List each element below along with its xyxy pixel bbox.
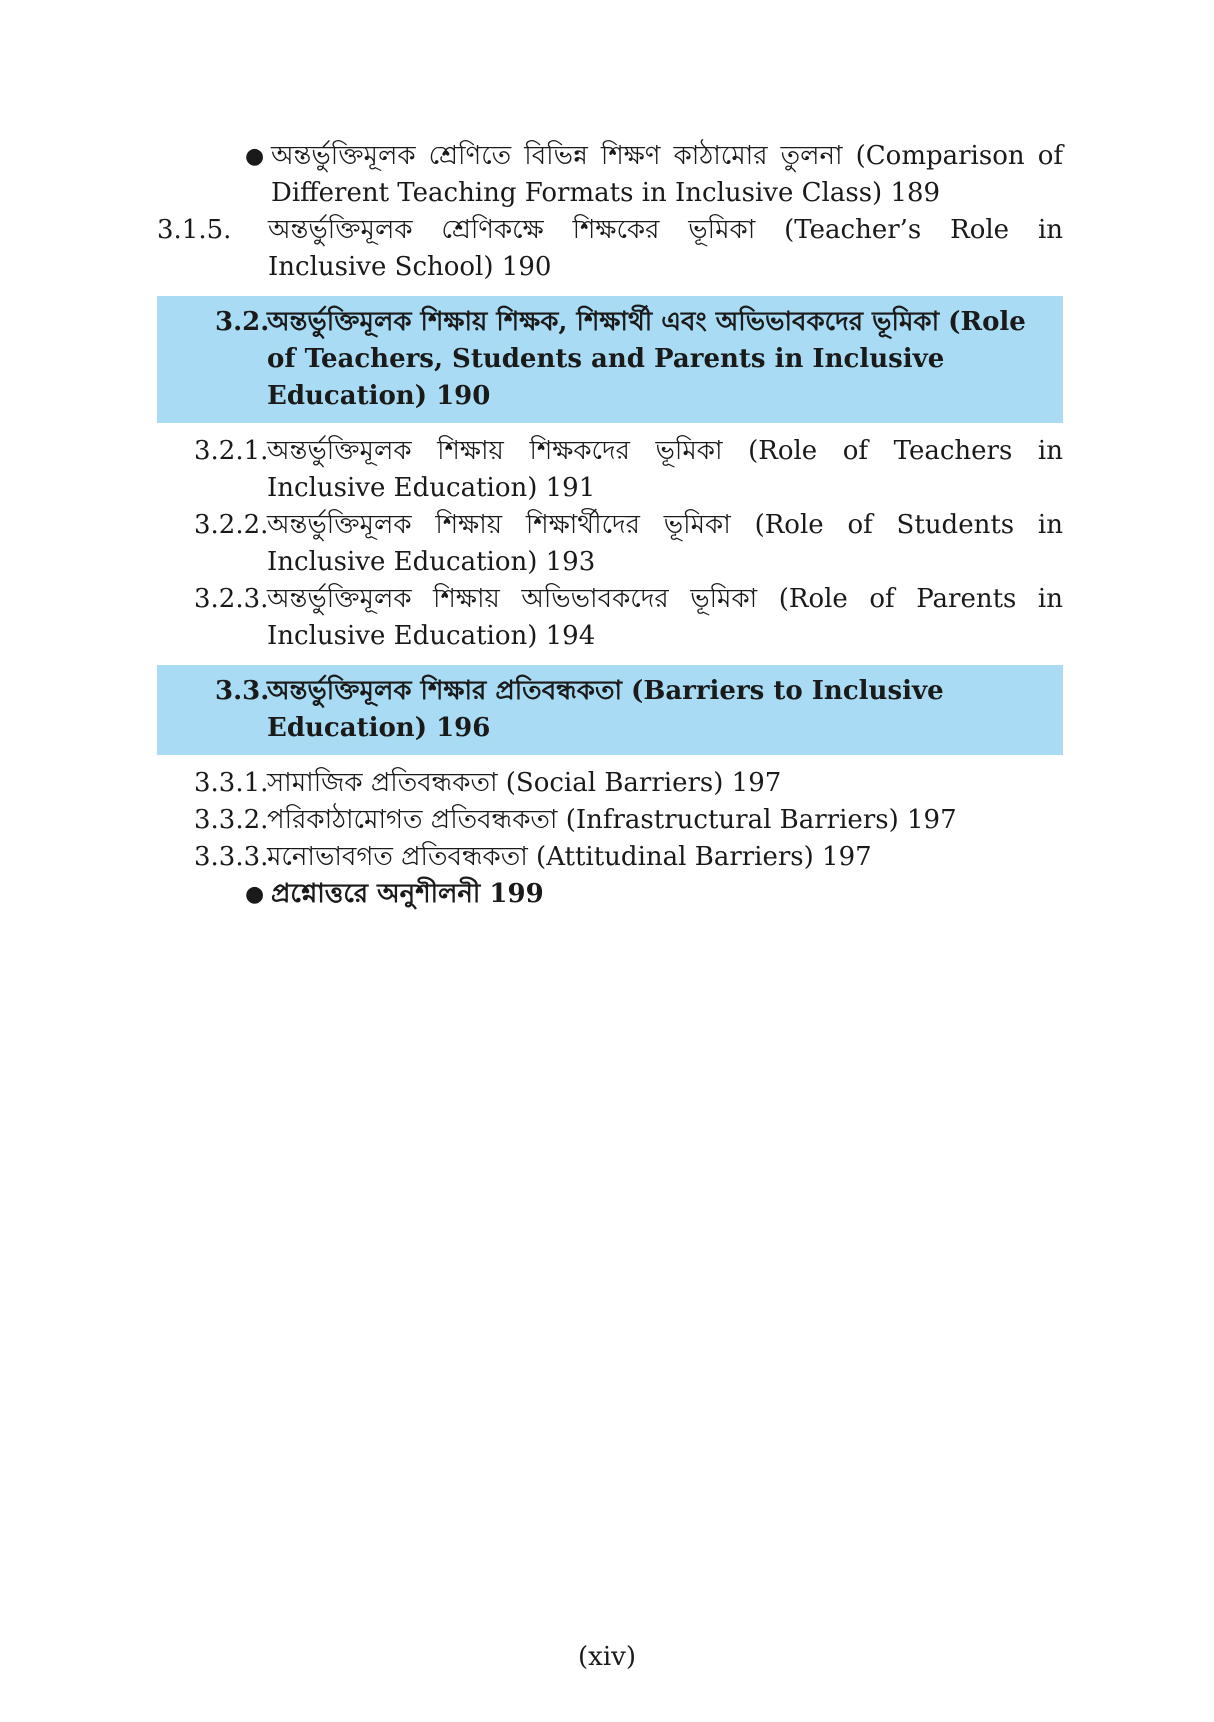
toc-entry-text: অন্তর্ভুক্তিমূলক শিক্ষায় অভিভাবকদের ভূমিকা (Role of Parents in Inclusive Education) 194 [267,584,1063,651]
toc-entry-text: মনোভাবগত প্রতিবন্ধকতা (Attitudinal Barriers) 197 [267,842,872,872]
toc-entry-text: অন্তর্ভুক্তিমূলক শিক্ষায় শিক্ষার্থীদের ভূমিকা (Role of Students in Inclusive Education) 193 [267,510,1063,577]
toc-section-number: 3.2. [215,307,270,337]
toc-section-3-2 [157,296,1063,423]
toc-entry-3-3-1 [157,765,1063,802]
toc-entry-3-2-2 [157,507,1063,581]
toc-entry-exercises [157,876,1063,913]
toc-entry-3-3-3 [157,839,1063,876]
toc-entry-text: পরিকাঠামোগত প্রতিবন্ধকতা (Infrastructural Barriers) 197 [267,805,957,835]
toc-entry-number: 3.2.1. [194,436,269,466]
toc-entry-text: সামাজিক প্রতিবন্ধকতা (Social Barriers) 197 [267,768,782,798]
toc-section-text: অন্তর্ভুক্তিমূলক শিক্ষার প্রতিবন্ধকতা (Barriers to Inclusive Education) 196 [267,676,944,743]
toc-entry-text: অন্তর্ভুক্তিমূলক শ্রেণিতে বিভিন্ন শিক্ষণ কাঠামোর তুলনা (Comparison of Different Teaching Formats in Inclusive Class) 189 [271,141,1063,208]
page-number: (xiv) [578,1642,636,1672]
toc-entry-3-3-2 [157,802,1063,839]
toc-entry-number: 3.3.2. [194,805,269,835]
toc-entry-3-1-5 [157,212,1063,286]
toc-entry-3-2-1 [157,433,1063,507]
toc-entry-text: প্রশ্নোত্তরে অনুশীলনী 199 [271,879,544,909]
toc-entry-number: 3.3.3. [194,842,269,872]
toc-section-number: 3.3. [215,676,270,706]
toc-entry-number: 3.2.2. [194,510,269,540]
toc-entry-teaching-formats [157,138,1063,212]
toc-entry-number: 3.3.1. [194,768,269,798]
toc-entry-text: অন্তর্ভুক্তিমূলক শিক্ষায় শিক্ষকদের ভূমিকা (Role of Teachers in Inclusive Education) 191 [267,436,1063,503]
bullet-icon: ● [245,881,265,907]
toc-entry-number: 3.2.3. [194,584,269,614]
table-of-contents [157,138,1063,913]
toc-section-text: অন্তর্ভুক্তিমূলক শিক্ষায় শিক্ষক, শিক্ষার্থী এবং অভিভাবকদের ভূমিকা (Role of Teachers, Students and Parents in Inclusive Education) 190 [267,307,1026,411]
toc-entry-text: অন্তর্ভুক্তিমূলক শ্রেণিকক্ষে শিক্ষকের ভূমিকা (Teacher’s Role in Inclusive School) 190 [268,215,1063,282]
toc-section-3-3 [157,665,1063,755]
toc-entry-3-2-3 [157,581,1063,655]
bullet-icon: ● [245,144,265,169]
toc-entry-number: 3.1.5. [157,215,232,245]
